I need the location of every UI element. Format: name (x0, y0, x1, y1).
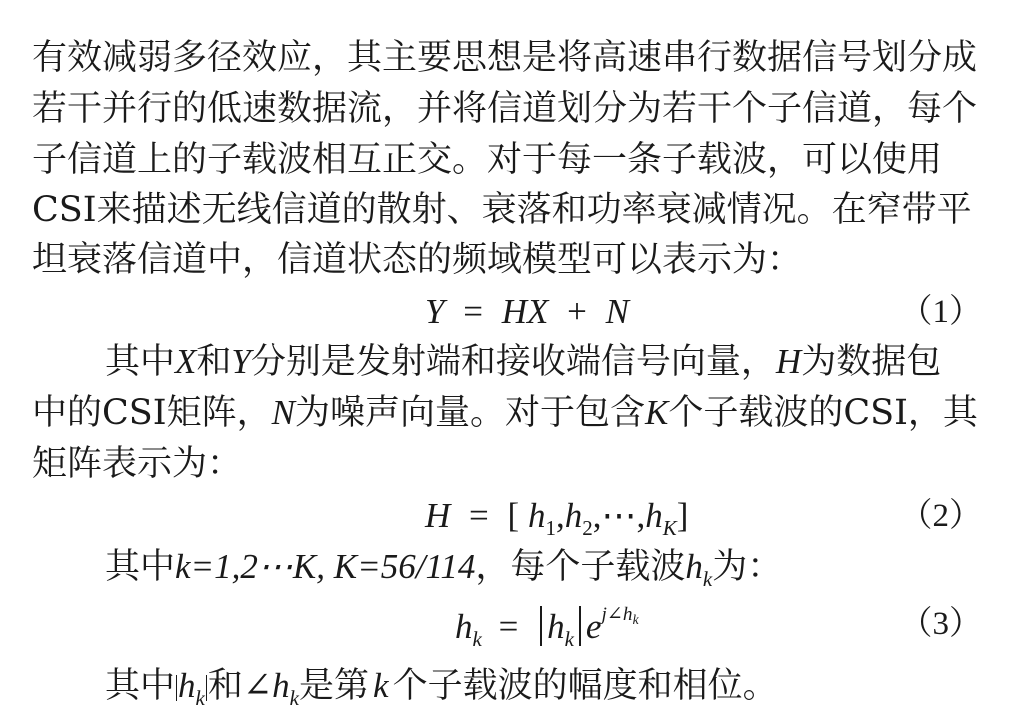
eq3-h: h (455, 607, 473, 646)
text-span: 其中 (105, 342, 176, 382)
eq2-equals: = (469, 496, 489, 535)
eq3-h-abs: h (547, 607, 565, 646)
var-h-sub: k (289, 686, 299, 710)
eq2-sub2: 2 (582, 516, 593, 540)
abs-bar-left (540, 606, 542, 646)
abs-bar-right (579, 606, 581, 646)
eq3-exponent (601, 604, 638, 625)
eq3-exp-sub: k (632, 612, 639, 627)
k-definition: k=1,2⋯K, K=56/114 (175, 547, 476, 586)
eq3-exp-text: j∠h (601, 604, 633, 625)
var-h: h (178, 666, 196, 705)
var-X: X (175, 342, 197, 381)
eq2-h2: h (564, 496, 583, 535)
eq1-Y: Y (425, 292, 445, 331)
text-span: 和 (196, 342, 232, 382)
eq2-subK: K (662, 516, 677, 540)
var-h-sub: k (195, 686, 205, 710)
equation-number-2: （2） (899, 498, 982, 534)
eq2-lbracket: [ (507, 496, 520, 535)
var-k: k (373, 666, 389, 705)
text-span: 为数据包 (801, 342, 942, 382)
eq2-sub1: 1 (545, 516, 556, 540)
var-K: K (644, 393, 669, 432)
eq2-hK: h (645, 496, 663, 535)
var-H: H (775, 342, 802, 381)
text-line: 子信道上的子载波相互正交。对于每一条子载波，可以使用 (32, 140, 943, 180)
eq1-plus: + (567, 292, 587, 331)
text-line: 坦衰落信道中，信道状态的频域模型可以表示为： (32, 240, 803, 280)
eq1-HX: HX (501, 292, 549, 331)
eq2-comma: , (636, 496, 646, 535)
eq2-comma: , (555, 496, 565, 535)
equation-number-3: （3） (899, 606, 982, 642)
text-span: 其中 (105, 547, 176, 587)
var-Y: Y (231, 342, 251, 381)
text-span: 和∠ (207, 666, 273, 706)
text-span: 其中 (105, 666, 176, 706)
text-span: 为噪声向量。对于包含 (294, 393, 645, 433)
text-line: 矩阵表示为： (32, 444, 243, 484)
text-line: CSI来描述无线信道的散射、衰落和功率衰减情况。在窄带平 (32, 190, 972, 230)
text-line (105, 338, 941, 386)
text-line (32, 389, 978, 437)
text-line: 若干并行的低速数据流，并将信道划分为若干个子信道，每个 (32, 89, 978, 129)
text-line: 有效减弱多径效应，其主要思想是将高速串行数据信号划分成 (32, 38, 978, 78)
eq1-N: N (605, 292, 629, 331)
eq2-rbracket: ] (676, 496, 689, 535)
var-h-sub: k (702, 567, 713, 591)
eq3-equals: = (498, 607, 519, 646)
abs-bar-left (176, 675, 177, 701)
eq2-h1: h (527, 496, 546, 535)
eq3-e: e (585, 607, 602, 646)
text-span: 个子载波的幅度和相位。 (392, 666, 778, 706)
text-span: 是第 (299, 666, 370, 706)
text-span: 个子载波的CSI，其 (668, 393, 978, 433)
text-span: ，每个子载波 (475, 547, 686, 587)
text-span: 分别是发射端和接收端信号向量， (250, 342, 776, 382)
var-h: h (685, 547, 703, 586)
text-span: 为： (712, 547, 783, 587)
text-span: 中的CSI矩阵， (32, 393, 272, 433)
eq2-comma: , (592, 496, 602, 535)
var-h: h (272, 666, 290, 705)
eq3-sub: k (472, 627, 482, 651)
abs-bar-right (206, 675, 207, 701)
text-line (105, 543, 782, 591)
eq2-H: H (425, 496, 451, 535)
eq2-dots: ⋯ (601, 496, 637, 535)
var-N: N (271, 393, 295, 432)
text-line (105, 662, 778, 710)
equation-number-1: （1） (899, 294, 982, 330)
eq3-sub-abs: k (564, 627, 574, 651)
eq1-equals: = (463, 292, 483, 331)
